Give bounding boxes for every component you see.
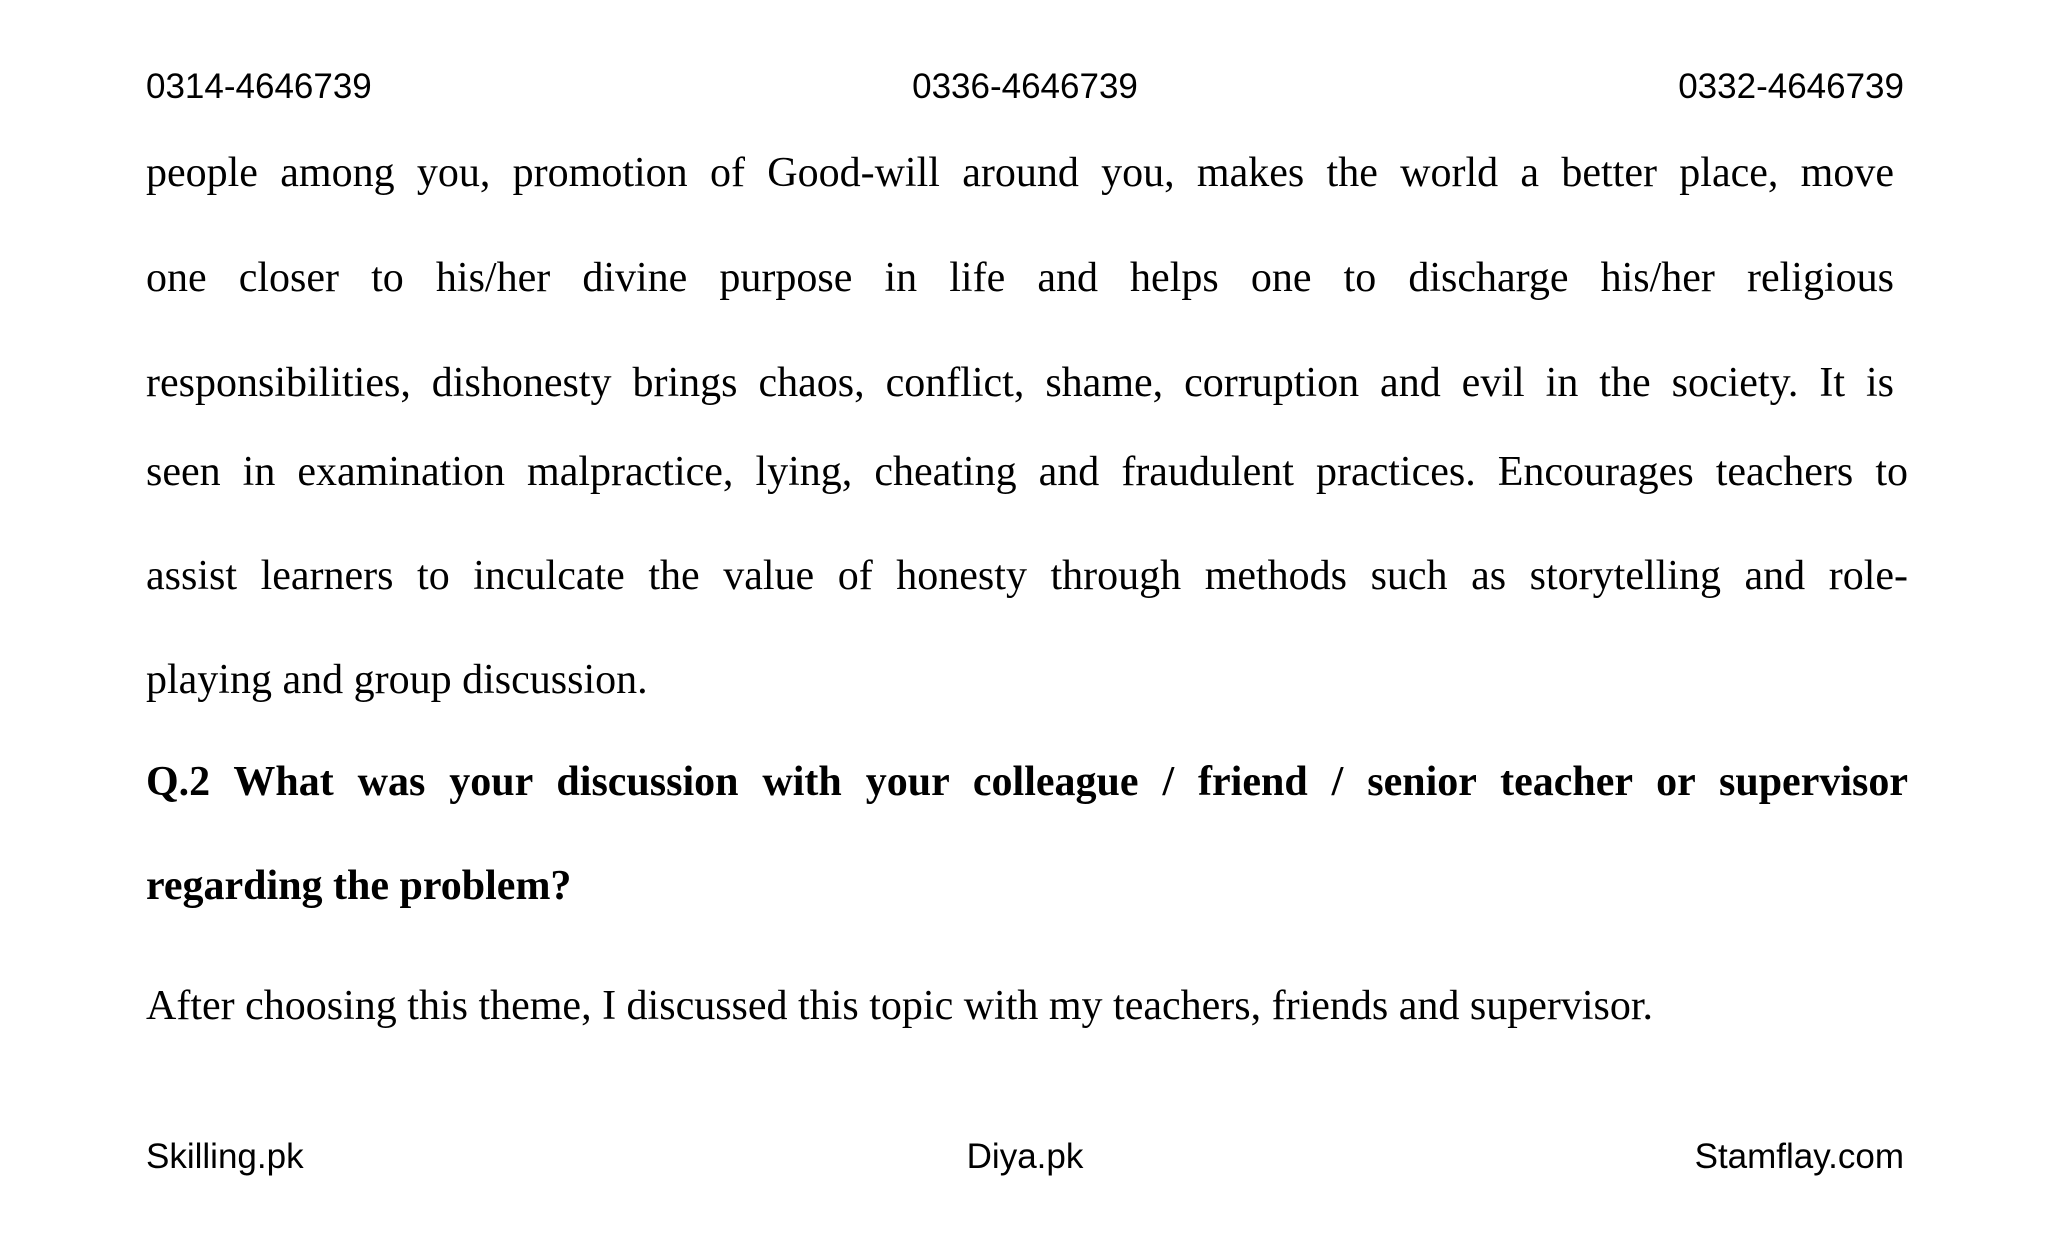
paragraph-line: one closer to his/her divine purpose in life and helps one to discharge his/her religious [146, 255, 1894, 301]
footer-site-left: Skilling.pk [146, 1137, 304, 1176]
question-heading-line: regarding the problem? [146, 863, 572, 909]
header-phone-center: 0336-4646739 [912, 67, 1138, 106]
page-footer [146, 1137, 1904, 1177]
footer-site-center: Diya.pk [966, 1137, 1084, 1176]
header-phone-right: 0332-4646739 [1678, 67, 1904, 106]
paragraph-line: seen in examination malpractice, lying, cheating and fraudulent practices. Encourages teachers to [146, 449, 1908, 495]
question-heading-line: Q.2 What was your discussion with your colleague / friend / senior teacher or supervisor [146, 759, 1908, 805]
header-phone-left: 0314-4646739 [146, 67, 372, 106]
paragraph-line: playing and group discussion. [146, 657, 648, 703]
paragraph-line: assist learners to inculcate the value of honesty through methods such as storytelling and role- [146, 553, 1908, 599]
page-body [146, 0, 1908, 1243]
paragraph-line: responsibilities, dishonesty brings chaos, conflict, shame, corruption and evil in the society. It is [146, 360, 1894, 406]
footer-site-right: Stamflay.com [1694, 1137, 1904, 1176]
answer-paragraph: After choosing this theme, I discussed this topic with my teachers, friends and supervisor. [146, 983, 1654, 1029]
paragraph-line: people among you, promotion of Good-will around you, makes the world a better place, move [146, 150, 1894, 196]
